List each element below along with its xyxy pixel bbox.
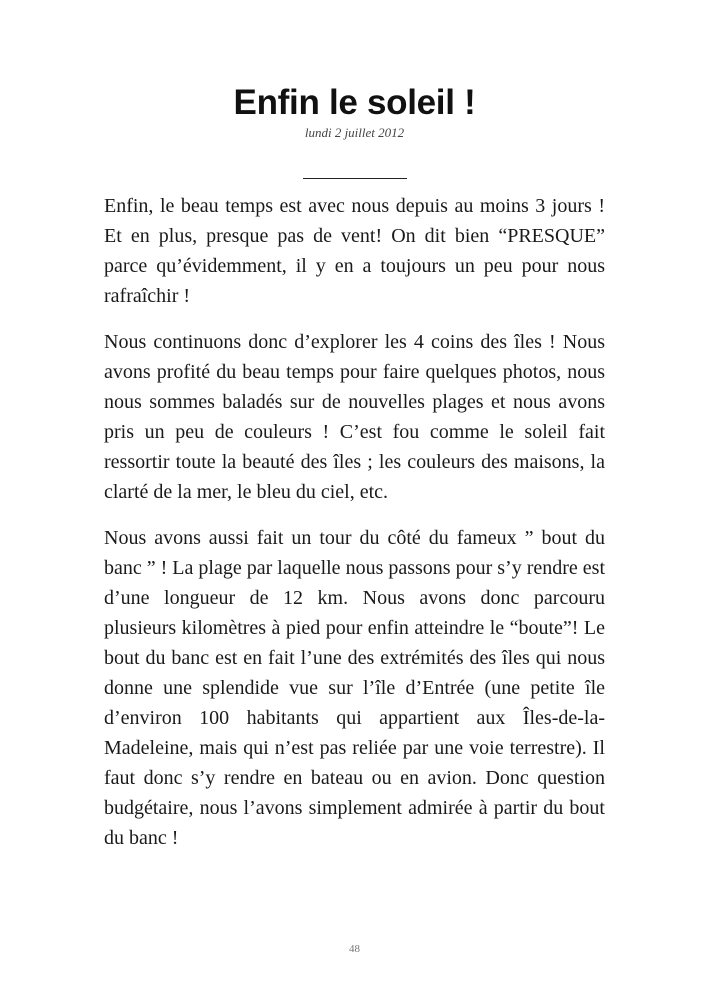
paragraph-1: Enfin, le beau temps est avec nous depuis au moins 3 jours ! Et en plus, presque pas de vent! On dit bien “PRESQUE” parce qu’évidemment, il y en a toujours un peu pour nous rafraîchir ! — [104, 195, 605, 307]
paragraph-2: Nous continuons donc d’explorer les 4 coins des îles ! Nous avons profité du beau temps pour faire quelques photos, nous nous sommes baladés sur de nouvelles plages et nous avons pris un peu de couleurs ! C’est fou comme le soleil fait ressortir toute la beauté des îles ; les couleurs des maisons, la clarté de la mer, le bleu du ciel, etc. — [104, 331, 605, 503]
page-number: 48 — [349, 943, 360, 955]
title-divider — [303, 178, 407, 179]
article-body — [104, 191, 605, 869]
article-title: Enfin le soleil ! — [233, 83, 476, 122]
paragraph-3: Nous avons aussi fait un tour du côté du fameux ” bout du banc ” ! La plage par laquelle nous passons pour s’y rendre est d’une longueur de 12 km. Nous avons donc parcouru plusieurs kilomètres à pied pour enfin atteindre le “boute”! Le bout du banc est en fait l’une des extrémités des îles qui nous donne une splendide vue sur l’île d’Entrée (une petite île d’environ 100 habitants qui appartient aux Îles-de-la-Madeleine, mais qui n’est pas reliée par une voie terrestre). Il faut donc s’y rendre en bateau ou en avion. Donc question budgétaire, nous l’avons simplement admirée à partir du bout du banc ! — [104, 527, 605, 849]
article-date: lundi 2 juillet 2012 — [304, 125, 405, 140]
